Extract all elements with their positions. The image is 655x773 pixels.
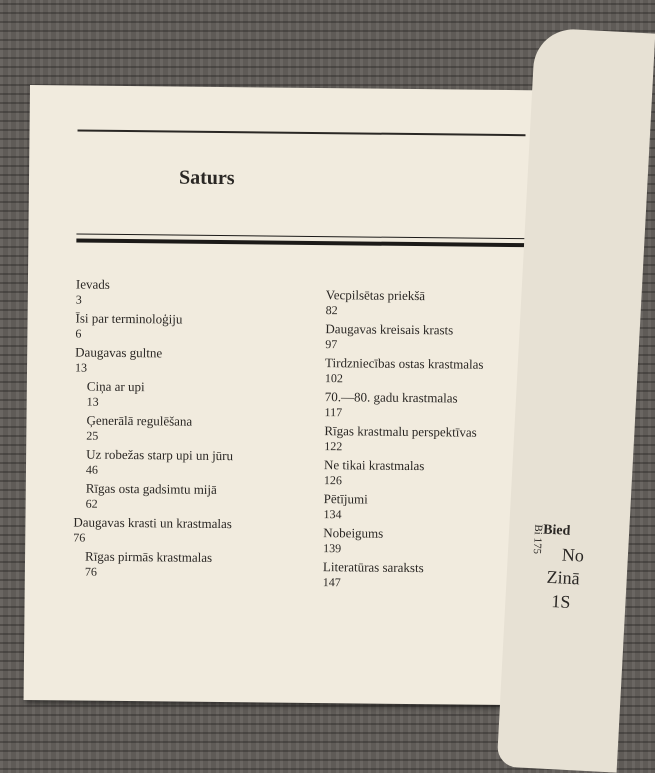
- toc-entry-page-number: 46: [85, 462, 99, 477]
- toc-entry-page-number: 13: [74, 360, 88, 375]
- toc-entry-title: Ģenerālā regulēšana: [86, 412, 193, 429]
- toc-entry-title: Daugavas gultne: [75, 344, 163, 361]
- toc-entry-title: Īsi par terminoloģiju: [75, 310, 183, 327]
- toc-entry-page-number: 25: [86, 428, 99, 443]
- page-fragment: Zinā: [546, 566, 581, 589]
- toc-entry: [73, 513, 283, 546]
- top-rule: [78, 130, 526, 137]
- heading-rule-thick: [76, 238, 524, 247]
- toc-entry-page-number: 82: [325, 303, 338, 318]
- toc-entry-page-number: 126: [323, 473, 342, 488]
- page-fragment: No: [561, 544, 585, 566]
- toc-entry-title: Vecpilsētas priekšā: [325, 287, 426, 304]
- toc-entry: [323, 490, 523, 523]
- toc-left-column: [73, 275, 286, 583]
- toc-entry: [326, 286, 526, 319]
- page-fragment: 1S: [550, 591, 571, 612]
- toc-entry-page-number: 97: [325, 337, 338, 352]
- toc-entry: [73, 547, 283, 580]
- toc-entry-page-number: 134: [323, 507, 342, 522]
- toc-entry: [325, 354, 525, 387]
- toc-right-column: [323, 286, 526, 594]
- toc-entry-title: Rīgas osta gadsimtu mijā: [85, 480, 217, 497]
- toc-entry: [325, 320, 525, 353]
- toc-entry: [324, 456, 524, 489]
- toc-entry-page-number: 62: [85, 496, 98, 511]
- toc-entry-title: Daugavas kreisais krasts: [325, 321, 454, 338]
- toc-entry-title: Rīgas krastmalu perspektīvas: [324, 423, 477, 440]
- toc-entry: [76, 275, 286, 308]
- toc-entry-title: Ciņa ar upi: [86, 378, 145, 395]
- toc-entry-title: Tirdzniecības ostas krastmalas: [325, 355, 484, 372]
- catalog-code: Bi 175: [530, 524, 545, 555]
- toc-entry: [74, 411, 284, 444]
- page-fragment: Bied: [542, 522, 571, 539]
- page-title: Saturs: [178, 166, 235, 190]
- toc-entry: [323, 558, 523, 591]
- toc-entry-title: Ne tikai krastmalas: [323, 457, 425, 474]
- toc-entry: [323, 524, 523, 557]
- toc-entry-page-number: 102: [324, 371, 344, 386]
- toc-entry-page-number: 122: [324, 439, 343, 454]
- toc-entry-page-number: 139: [323, 541, 342, 556]
- toc-entry-page-number: 6: [75, 326, 82, 341]
- toc-entry-page-number: 13: [86, 394, 99, 409]
- toc-entry: [75, 309, 285, 342]
- toc-entry-title: Ievads: [75, 276, 110, 292]
- toc-entry: [324, 422, 524, 455]
- toc-entry-page-number: 117: [324, 405, 343, 420]
- toc-entry-page-number: 76: [73, 530, 86, 545]
- toc-entry-title: Literatūras saraksts: [322, 559, 424, 576]
- toc-entry: [74, 479, 284, 512]
- toc-entry-title: Uz robežas starp upi un jūru: [86, 446, 234, 464]
- book-page: [24, 85, 540, 705]
- toc-entry-title: Daugavas krasti un krastmalas: [73, 514, 232, 532]
- toc-entry-title: Pētījumi: [323, 491, 368, 507]
- toc-entry-title: Rīgas pirmās krastmalas: [84, 548, 213, 565]
- toc-entry: [75, 343, 285, 376]
- toc-entry-page-number: 76: [84, 564, 97, 579]
- toc-entry: [74, 445, 284, 478]
- toc-entry: [325, 388, 525, 421]
- toc-entry-page-number: 3: [75, 292, 82, 307]
- toc-entry: [75, 377, 285, 410]
- toc-entry-title: Nobeigums: [323, 525, 384, 541]
- toc-entry-title: 70.—80. gadu krastmalas: [324, 389, 458, 406]
- toc-entry-page-number: 147: [322, 575, 341, 590]
